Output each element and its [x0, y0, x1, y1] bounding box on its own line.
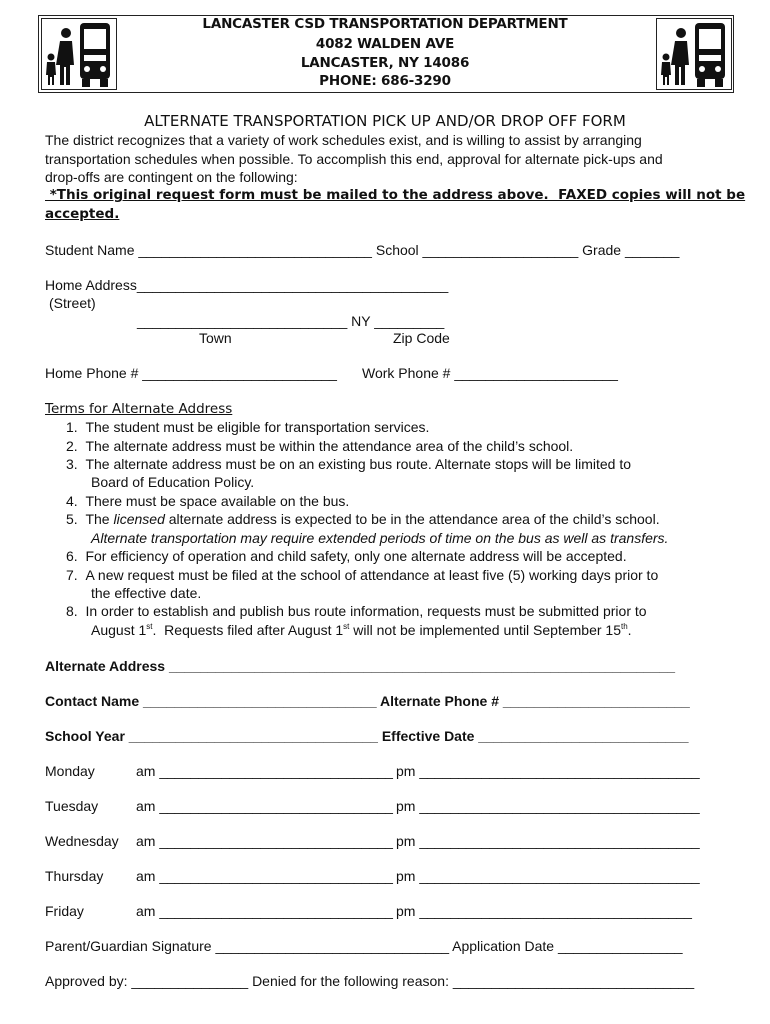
term-text: will not be implemented until September 15: [349, 622, 621, 638]
signature-date-fields[interactable]: Parent/Guardian Signature ______________________________ Application Date ________________: [45, 938, 683, 954]
bus-with-family-icon: [657, 19, 731, 89]
term-emphasis: licensed: [113, 511, 165, 527]
friday-am-field[interactable]: am ______________________________: [136, 903, 393, 919]
school-year-effective-date-fields[interactable]: School Year ________________________________ Effective Date ___________________________: [45, 728, 689, 744]
term-3-continued: Board of Education Policy.: [91, 474, 255, 490]
monday-am-field[interactable]: am ______________________________: [136, 763, 393, 779]
term-1: [66, 419, 429, 435]
term-number: 5.: [66, 511, 78, 527]
tuesday-pm-field[interactable]: pm ____________________________________: [396, 798, 700, 814]
term-text: The alternate address must be within the attendance area of the child’s school.: [85, 438, 574, 454]
contact-phone-fields[interactable]: Contact Name ______________________________ Alternate Phone # ________________________: [45, 693, 690, 709]
day-label-friday: Friday: [45, 903, 84, 919]
school-bus-logo-left: [41, 18, 117, 90]
ordinal-suffix: st: [343, 622, 350, 631]
town-zip-field[interactable]: ___________________________ NY _________: [137, 313, 445, 329]
alternate-address-field[interactable]: Alternate Address _________________________________________________________________: [45, 658, 676, 674]
phone-number: PHONE: 686-3290: [319, 73, 451, 89]
intro-line-2: transportation schedules when possible. To accomplish this end, approval for alternate pick-ups and: [45, 151, 663, 167]
town-label: Town: [199, 330, 232, 346]
home-address-field[interactable]: Home Address________________________________________: [45, 277, 449, 293]
street-label: (Street): [49, 295, 96, 311]
work-phone-field[interactable]: Work Phone # _____________________: [362, 365, 618, 381]
wednesday-pm-field[interactable]: pm ____________________________________: [396, 833, 700, 849]
zip-code-label: Zip Code: [393, 330, 450, 346]
wednesday-am-field[interactable]: am ______________________________: [136, 833, 393, 849]
term-text: August 1: [91, 622, 147, 638]
term-text: The: [85, 511, 114, 527]
term-7-continued: the effective date.: [91, 585, 202, 601]
term-text: A new request must be filed at the school of attendance at least five (5) working days prior to: [85, 567, 659, 583]
approval-fields[interactable]: Approved by: _______________ Denied for the following reason: _______________________________: [45, 973, 695, 989]
term-2: [66, 438, 573, 454]
term-8: [66, 603, 647, 619]
term-8-continued: [91, 622, 632, 638]
friday-pm-field[interactable]: pm ___________________________________: [396, 903, 692, 919]
ordinal-suffix: th: [621, 622, 628, 631]
school-bus-logo-right: [656, 18, 732, 90]
term-number: 6.: [66, 548, 78, 564]
day-label-tuesday: Tuesday: [45, 798, 99, 814]
day-label-monday: Monday: [45, 763, 95, 779]
term-5-continued: Alternate transportation may require extended periods of time on the bus as well as transfers.: [91, 530, 669, 546]
intro-line-1: The district recognizes that a variety of work schedules exist, and is willing to assist by arranging: [45, 132, 642, 148]
monday-pm-field[interactable]: pm ____________________________________: [396, 763, 700, 779]
ordinal-suffix: st: [146, 622, 153, 631]
term-text: alternate address is expected to be in the attendance area of the child’s school.: [164, 511, 660, 527]
term-7: [66, 567, 658, 583]
term-text: . Requests filed after August 1: [152, 622, 344, 638]
terms-heading: Terms for Alternate Address: [45, 401, 233, 417]
term-text: .: [627, 622, 632, 638]
day-label-wednesday: Wednesday: [45, 833, 119, 849]
term-text: For efficiency of operation and child safety, only one alternate address will be accepted.: [85, 548, 627, 564]
mail-warning-line-1: *This original request form must be mailed to the address above. FAXED copies will not be: [45, 187, 746, 203]
student-school-grade-fields[interactable]: Student Name ______________________________ School ____________________ Grade _______: [45, 242, 680, 258]
street-address: 4082 WALDEN AVE: [315, 36, 455, 52]
term-number: 1.: [66, 419, 78, 435]
term-number: 4.: [66, 493, 78, 509]
intro-line-3: drop-offs are contingent on the following:: [45, 169, 298, 185]
bus-with-family-icon: [42, 19, 116, 89]
term-4: [66, 493, 349, 509]
city-state-zip: LANCASTER, NY 14086: [300, 55, 470, 71]
mail-warning-line-2: accepted.: [45, 206, 120, 222]
term-number: 3.: [66, 456, 78, 472]
form-title: ALTERNATE TRANSPORTATION PICK UP AND/OR DROP OFF FORM: [144, 112, 626, 130]
term-5: [66, 511, 660, 527]
term-text: There must be space available on the bus.: [85, 493, 350, 509]
day-label-thursday: Thursday: [45, 868, 104, 884]
term-number: 7.: [66, 567, 78, 583]
thursday-pm-field[interactable]: pm ____________________________________: [396, 868, 700, 884]
term-number: 8.: [66, 603, 78, 619]
thursday-am-field[interactable]: am ______________________________: [136, 868, 393, 884]
department-name: LANCASTER CSD TRANSPORTATION DEPARTMENT: [202, 16, 568, 32]
term-6: [66, 548, 627, 564]
tuesday-am-field[interactable]: am ______________________________: [136, 798, 393, 814]
term-number: 2.: [66, 438, 78, 454]
term-text: The student must be eligible for transportation services.: [85, 419, 430, 435]
term-text: In order to establish and publish bus route information, requests must be submitted prior to: [85, 603, 647, 619]
home-phone-field[interactable]: Home Phone # _________________________: [45, 365, 337, 381]
term-text: The alternate address must be on an existing bus route. Alternate stops will be limited to: [85, 456, 631, 472]
term-3: [66, 456, 631, 472]
